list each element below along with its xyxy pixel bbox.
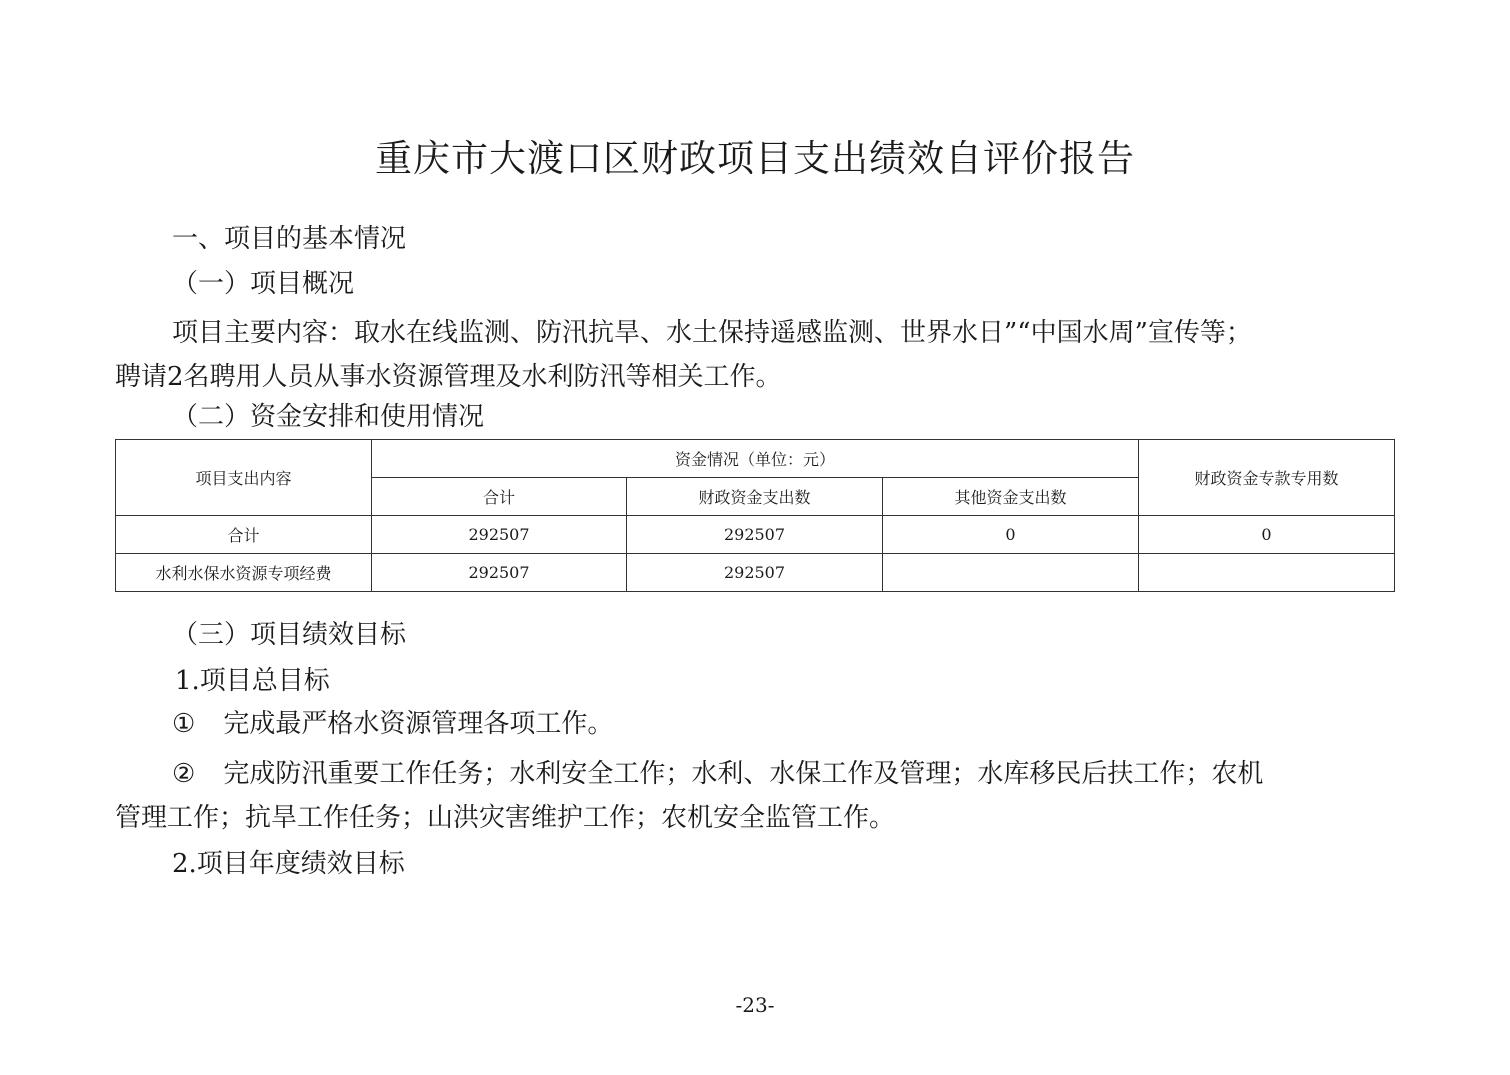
- cell-item: 合计: [116, 516, 372, 554]
- cell-total: 292507: [372, 516, 627, 554]
- cell-other: 0: [883, 516, 1139, 554]
- goal-item-2: [172, 759, 1263, 789]
- header-fiscal: 财政资金支出数: [627, 478, 883, 516]
- cell-fiscal: 292507: [627, 554, 883, 592]
- page-number: -23-: [735, 993, 775, 1017]
- goal-item-1-marker: ①: [172, 709, 196, 739]
- project-content-line-2: 聘请2名聘用人员从事水资源管理及水利防汛等相关工作。: [115, 362, 782, 392]
- goal-item-1: [172, 709, 613, 739]
- project-content-line-1: 项目主要内容：取水在线监测、防汛抗旱、水土保持遥感监测、世界水日”“中国水周”宣传等；: [172, 318, 1252, 348]
- section-heading-basic-info: 一、项目的基本情况: [172, 224, 407, 254]
- page-title: 重庆市大渡口区财政项目支出绩效自评价报告: [375, 137, 1135, 180]
- subsection-heading-funds: （二）资金安排和使用情况: [172, 402, 485, 432]
- cell-special: 0: [1139, 516, 1395, 554]
- goal-item-1-text: 完成最严格水资源管理各项工作。: [223, 709, 614, 739]
- cell-special: [1139, 554, 1395, 592]
- goal-item-2-marker: ②: [172, 759, 196, 789]
- header-funds-group: 资金情况（单位：元）: [372, 440, 1139, 478]
- fund-table: [115, 439, 1395, 592]
- cell-other: [883, 554, 1139, 592]
- cell-total: 292507: [372, 554, 627, 592]
- table-row: [116, 554, 1395, 592]
- table-header-row: [116, 440, 1395, 478]
- header-special: 财政资金专款专用数: [1139, 440, 1395, 516]
- table-row: [116, 516, 1395, 554]
- goal-item-2-continued: 管理工作；抗旱工作任务；山洪灾害维护工作；农机安全监管工作。: [115, 803, 896, 833]
- subsection-heading-goals: （三）项目绩效目标: [172, 620, 407, 650]
- goal-heading-overall: 1.项目总目标: [175, 666, 330, 696]
- header-other: 其他资金支出数: [883, 478, 1139, 516]
- header-total: 合计: [372, 478, 627, 516]
- goal-heading-annual: 2.项目年度绩效目标: [172, 849, 405, 879]
- cell-item: 水利水保水资源专项经费: [116, 554, 372, 592]
- header-item: 项目支出内容: [116, 440, 372, 516]
- cell-fiscal: 292507: [627, 516, 883, 554]
- subsection-heading-overview: （一）项目概况: [172, 269, 355, 299]
- goal-item-2-text: 完成防汛重要工作任务；水利安全工作；水利、水保工作及管理；水库移民后扶工作；农机: [223, 759, 1264, 789]
